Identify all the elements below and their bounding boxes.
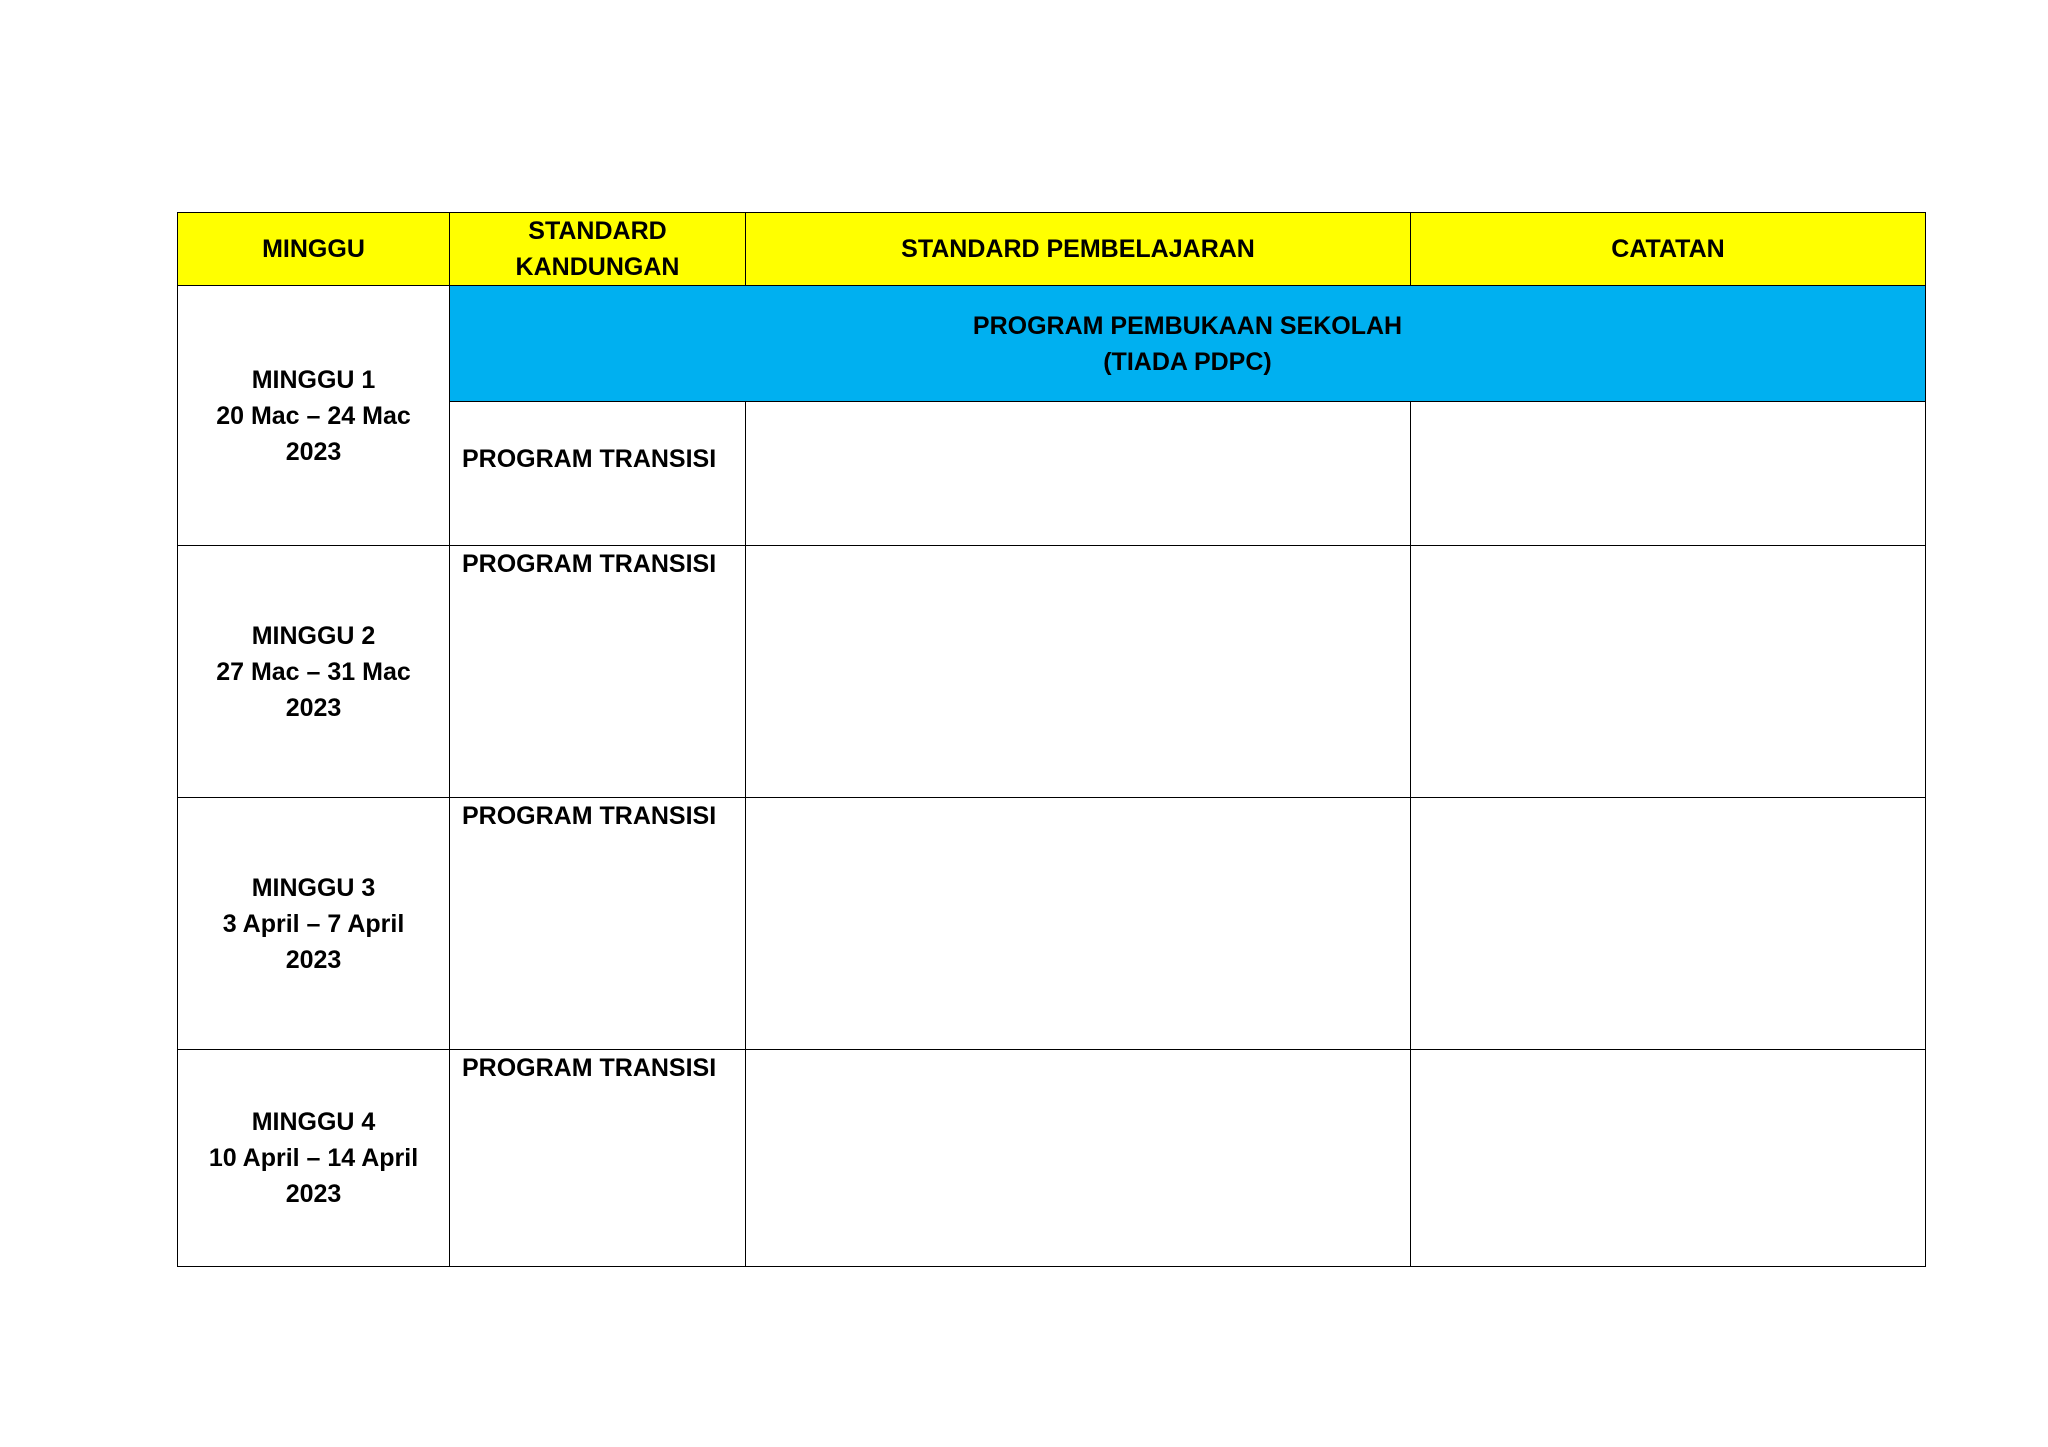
week-cell-3 bbox=[178, 798, 450, 1050]
header-row bbox=[178, 213, 1926, 286]
banner-line-2: (TIADA PDPC) bbox=[1103, 347, 1272, 376]
week-cell-1 bbox=[178, 286, 450, 546]
standard-pembelajaran-cell bbox=[746, 546, 1411, 798]
standard-kandungan-cell: PROGRAM TRANSISI bbox=[450, 1050, 746, 1267]
week-dates: 20 Mac – 24 Mac bbox=[216, 401, 411, 430]
header-standard-kandungan-line1: STANDARD bbox=[528, 217, 667, 245]
table-row bbox=[178, 286, 1926, 402]
week-year: 2023 bbox=[285, 693, 342, 722]
standard-kandungan-cell: PROGRAM TRANSISI bbox=[450, 546, 746, 798]
catatan-cell bbox=[1411, 1050, 1926, 1267]
opening-program-banner bbox=[450, 286, 1926, 402]
catatan-cell bbox=[1411, 798, 1926, 1050]
week-year: 2023 bbox=[285, 437, 342, 466]
week-dates: 3 April – 7 April bbox=[222, 909, 405, 938]
week-label: MINGGU 1 bbox=[251, 365, 376, 394]
banner-line-1: PROGRAM PEMBUKAAN SEKOLAH bbox=[972, 311, 1403, 340]
week-label: MINGGU 2 bbox=[251, 621, 376, 650]
catatan-cell bbox=[1411, 402, 1926, 546]
header-catatan: CATATAN bbox=[1411, 213, 1926, 286]
header-standard-kandungan bbox=[450, 213, 746, 286]
header-minggu: MINGGU bbox=[178, 213, 450, 286]
week-dates: 10 April – 14 April bbox=[208, 1144, 419, 1172]
week-dates: 27 Mac – 31 Mac bbox=[216, 657, 411, 686]
catatan-cell bbox=[1411, 546, 1926, 798]
week-cell-2 bbox=[178, 546, 450, 798]
standard-pembelajaran-cell bbox=[746, 402, 1411, 546]
week-cell-4 bbox=[178, 1050, 450, 1267]
week-label: MINGGU 4 bbox=[251, 1108, 376, 1136]
table-row bbox=[178, 546, 1926, 798]
week-label: MINGGU 3 bbox=[251, 873, 376, 902]
header-standard-pembelajaran: STANDARD PEMBELAJARAN bbox=[746, 213, 1411, 286]
standard-kandungan-cell: PROGRAM TRANSISI bbox=[450, 798, 746, 1050]
standard-kandungan-cell: PROGRAM TRANSISI bbox=[450, 402, 746, 546]
standard-pembelajaran-cell bbox=[746, 1050, 1411, 1267]
header-standard-kandungan-line2: KANDUNGAN bbox=[515, 253, 680, 281]
table-row bbox=[178, 1050, 1926, 1267]
table-row bbox=[178, 798, 1926, 1050]
standard-pembelajaran-cell bbox=[746, 798, 1411, 1050]
week-year: 2023 bbox=[285, 1180, 342, 1208]
week-year: 2023 bbox=[285, 945, 342, 974]
weekly-plan-table bbox=[177, 212, 1926, 1267]
